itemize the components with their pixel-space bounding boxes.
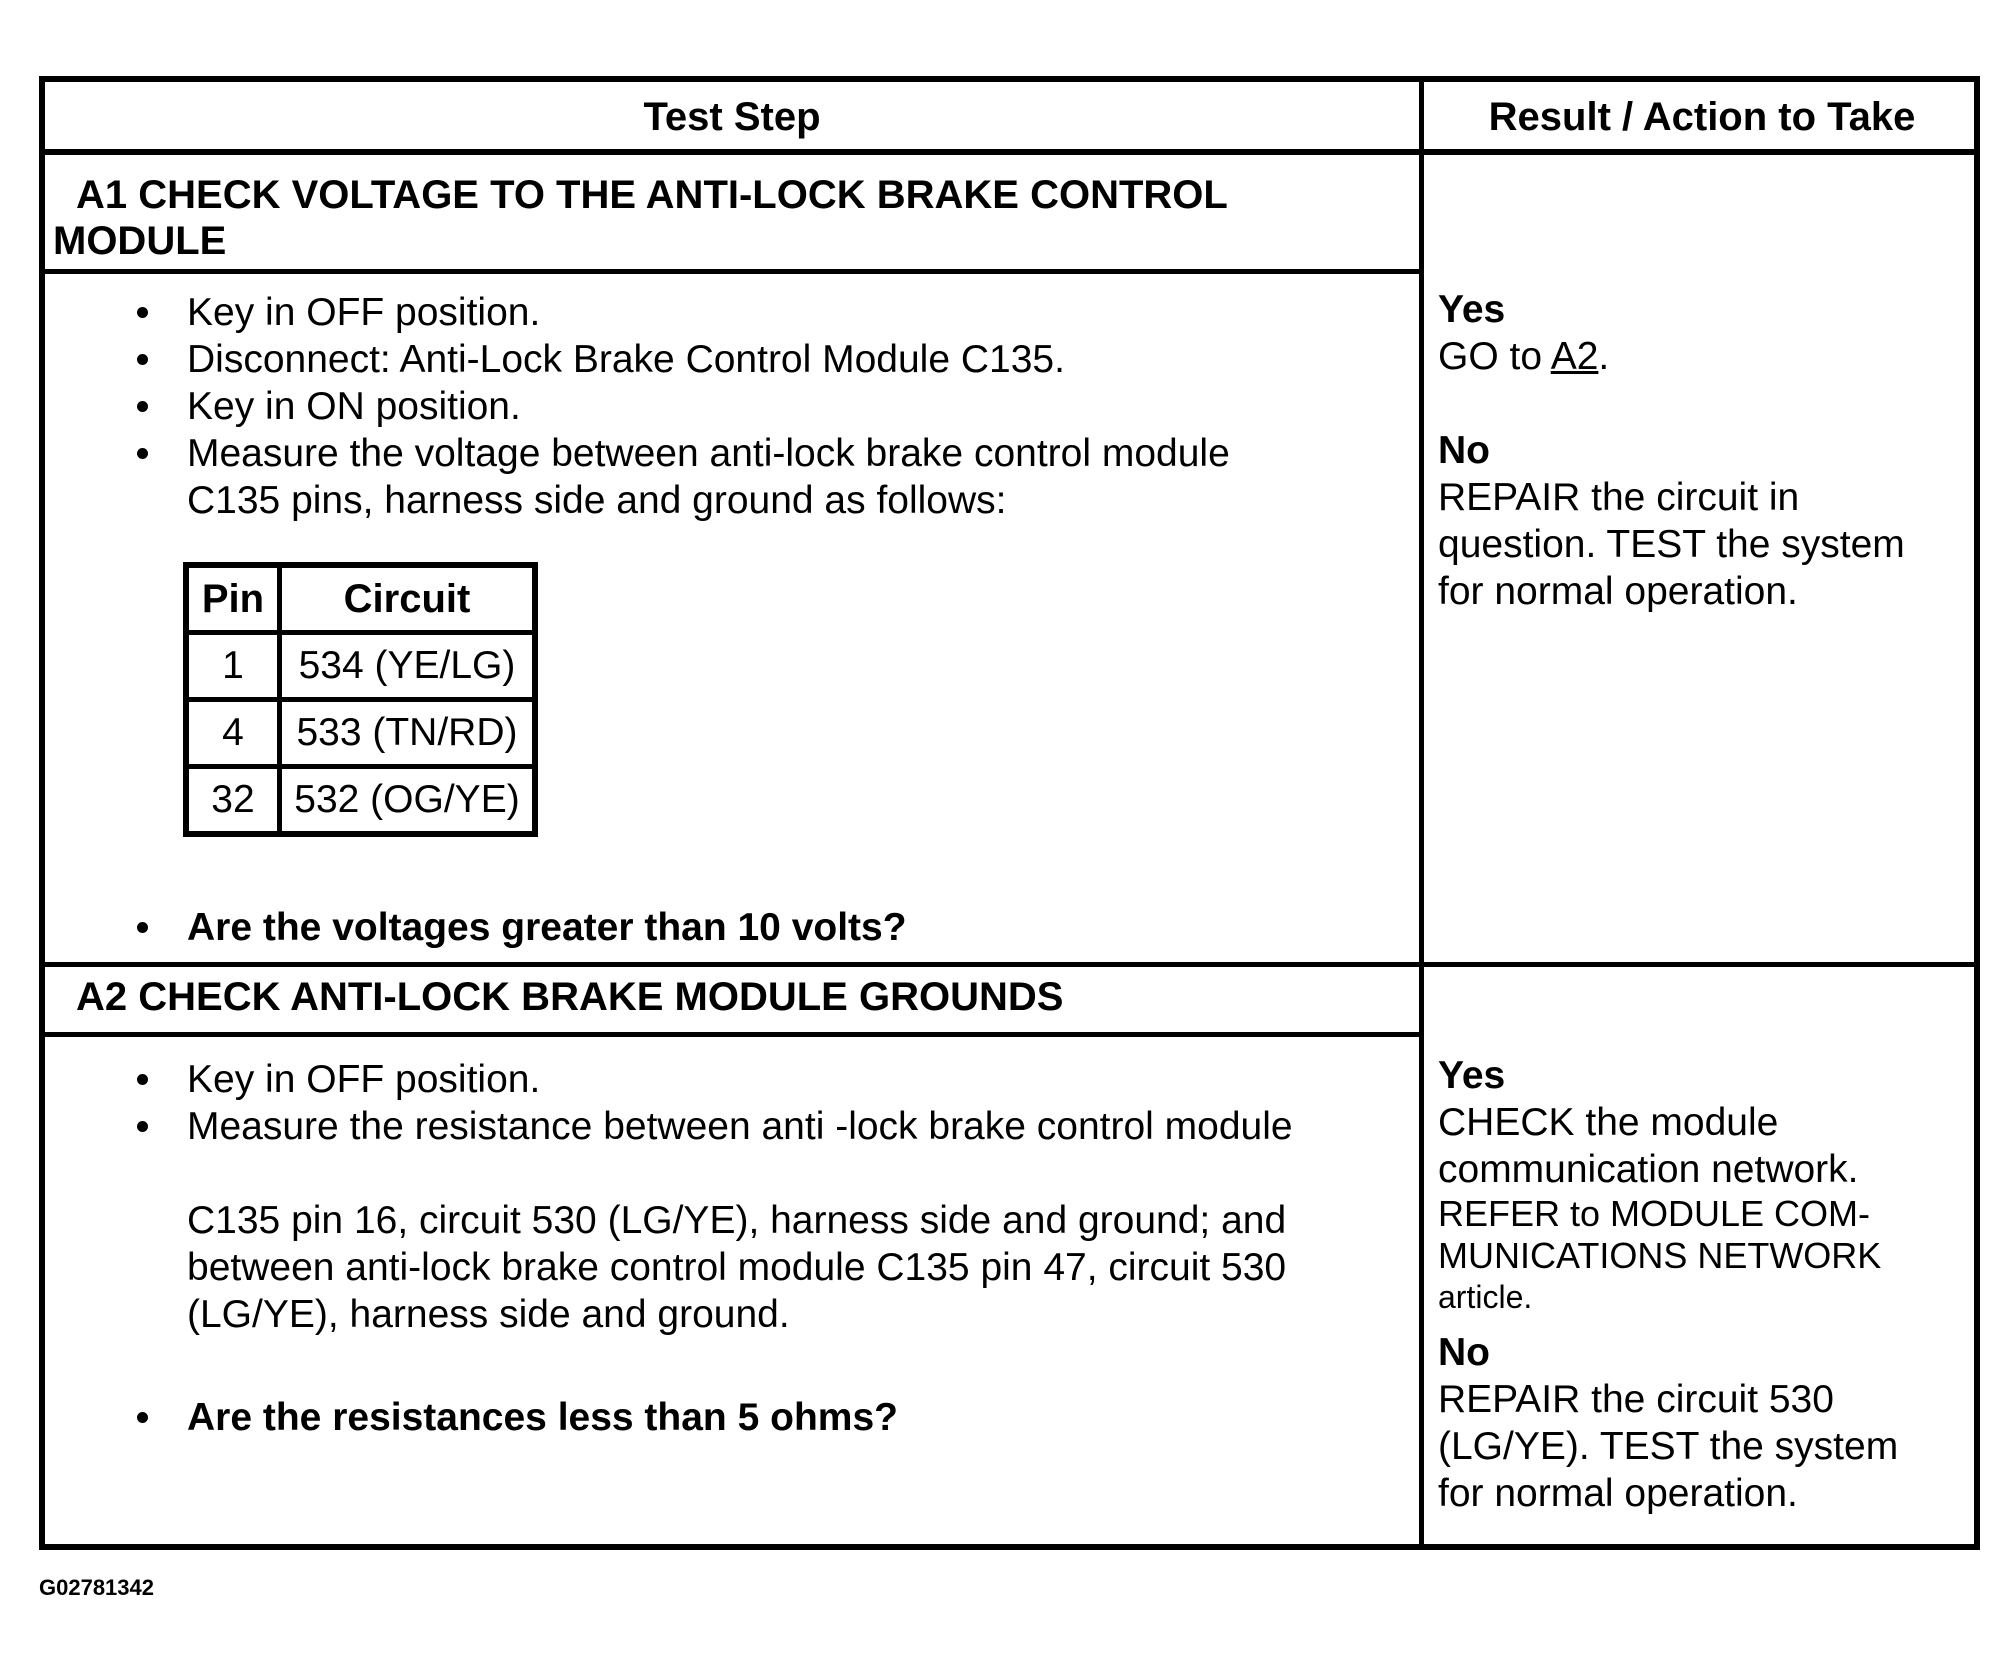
- a1-result: [1438, 286, 1905, 615]
- list-item: Measure the resistance between anti -lock brake control module: [137, 1103, 1293, 1150]
- pin-circuit-table: [183, 562, 538, 837]
- table-row: [186, 767, 535, 835]
- header-result: Result / Action to Take: [1488, 95, 1916, 139]
- no-label: No: [1438, 429, 1490, 472]
- a1-title-line2: MODULE: [53, 219, 227, 263]
- circuit-cell: 534 (YE/LG): [280, 633, 536, 700]
- a2-instruction-continuation: between anti-lock brake control module C135 pin 47, circuit 530: [187, 1246, 1287, 1289]
- a1-instruction-continuation: C135 pins, harness side and ground as follows:: [187, 479, 1007, 522]
- a2-instruction-continuation: (LG/YE), harness side and ground.: [187, 1293, 790, 1336]
- yes-action-line: MUNICATIONS NETWORK: [1438, 1235, 1882, 1276]
- a2-result: [1438, 1052, 1898, 1517]
- list-item: Are the resistances less than 5 ohms?: [137, 1394, 898, 1441]
- test-procedure-table: [39, 76, 1980, 1550]
- circuit-cell: 533 (TN/RD): [280, 700, 536, 767]
- yes-label: Yes: [1438, 1054, 1506, 1097]
- table-row: [186, 633, 535, 700]
- list-item: Measure the voltage between anti-lock brake control module: [137, 430, 1230, 477]
- no-label: No: [1438, 1331, 1490, 1374]
- no-action-line: REPAIR the circuit 530: [1438, 1378, 1834, 1421]
- pin-cell: 32: [186, 767, 280, 835]
- list-item: Disconnect: Anti-Lock Brake Control Module C135.: [137, 336, 1230, 383]
- no-action-line: for normal operation.: [1438, 1472, 1798, 1515]
- pin-cell: 1: [186, 633, 280, 700]
- a2-question: [137, 1394, 898, 1441]
- a1-title-line1: A1 CHECK VOLTAGE TO THE ANTI-LOCK BRAKE CONTROL: [76, 173, 1228, 217]
- list-item: Key in OFF position.: [137, 289, 1230, 336]
- no-action-line: REPAIR the circuit in: [1438, 476, 1800, 519]
- pin-column-header: Pin: [186, 565, 280, 633]
- yes-action-line: communication network.: [1438, 1148, 1859, 1191]
- yes-label: Yes: [1438, 288, 1506, 331]
- a1-question: [137, 904, 907, 951]
- figure-id: G02781342: [39, 1575, 154, 1600]
- no-action-line: for normal operation.: [1438, 570, 1798, 613]
- section-divider: [45, 962, 1980, 967]
- a2-link[interactable]: A2: [1550, 335, 1599, 378]
- header-test-step: Test Step: [643, 95, 821, 139]
- no-action-line: question. TEST the system: [1438, 523, 1905, 566]
- circuit-cell: 532 (OG/YE): [280, 767, 536, 835]
- table-row: [186, 700, 535, 767]
- yes-action-line: article.: [1438, 1279, 1533, 1315]
- list-item: Key in OFF position.: [137, 1056, 1293, 1103]
- a1-title-divider: [45, 269, 1419, 274]
- a2-instruction-continuation: C135 pin 16, circuit 530 (LG/YE), harness side and ground; and: [187, 1199, 1287, 1242]
- no-action-line: (LG/YE). TEST the system: [1438, 1425, 1899, 1468]
- a2-title-divider: [45, 1032, 1419, 1037]
- list-item: Are the voltages greater than 10 volts?: [137, 904, 907, 951]
- circuit-column-header: Circuit: [280, 565, 536, 633]
- yes-action: GO to A2.: [1438, 335, 1610, 378]
- column-divider: [1419, 82, 1424, 1550]
- yes-action-line: CHECK the module: [1438, 1101, 1779, 1144]
- header-divider: [45, 149, 1980, 155]
- a2-title: A2 CHECK ANTI-LOCK BRAKE MODULE GROUNDS: [76, 975, 1064, 1019]
- yes-action-line: REFER to MODULE COM-: [1438, 1193, 1871, 1234]
- pin-cell: 4: [186, 700, 280, 767]
- a2-instructions: [137, 1056, 1293, 1150]
- list-item: Key in ON position.: [137, 383, 1230, 430]
- a1-instructions: [137, 289, 1230, 477]
